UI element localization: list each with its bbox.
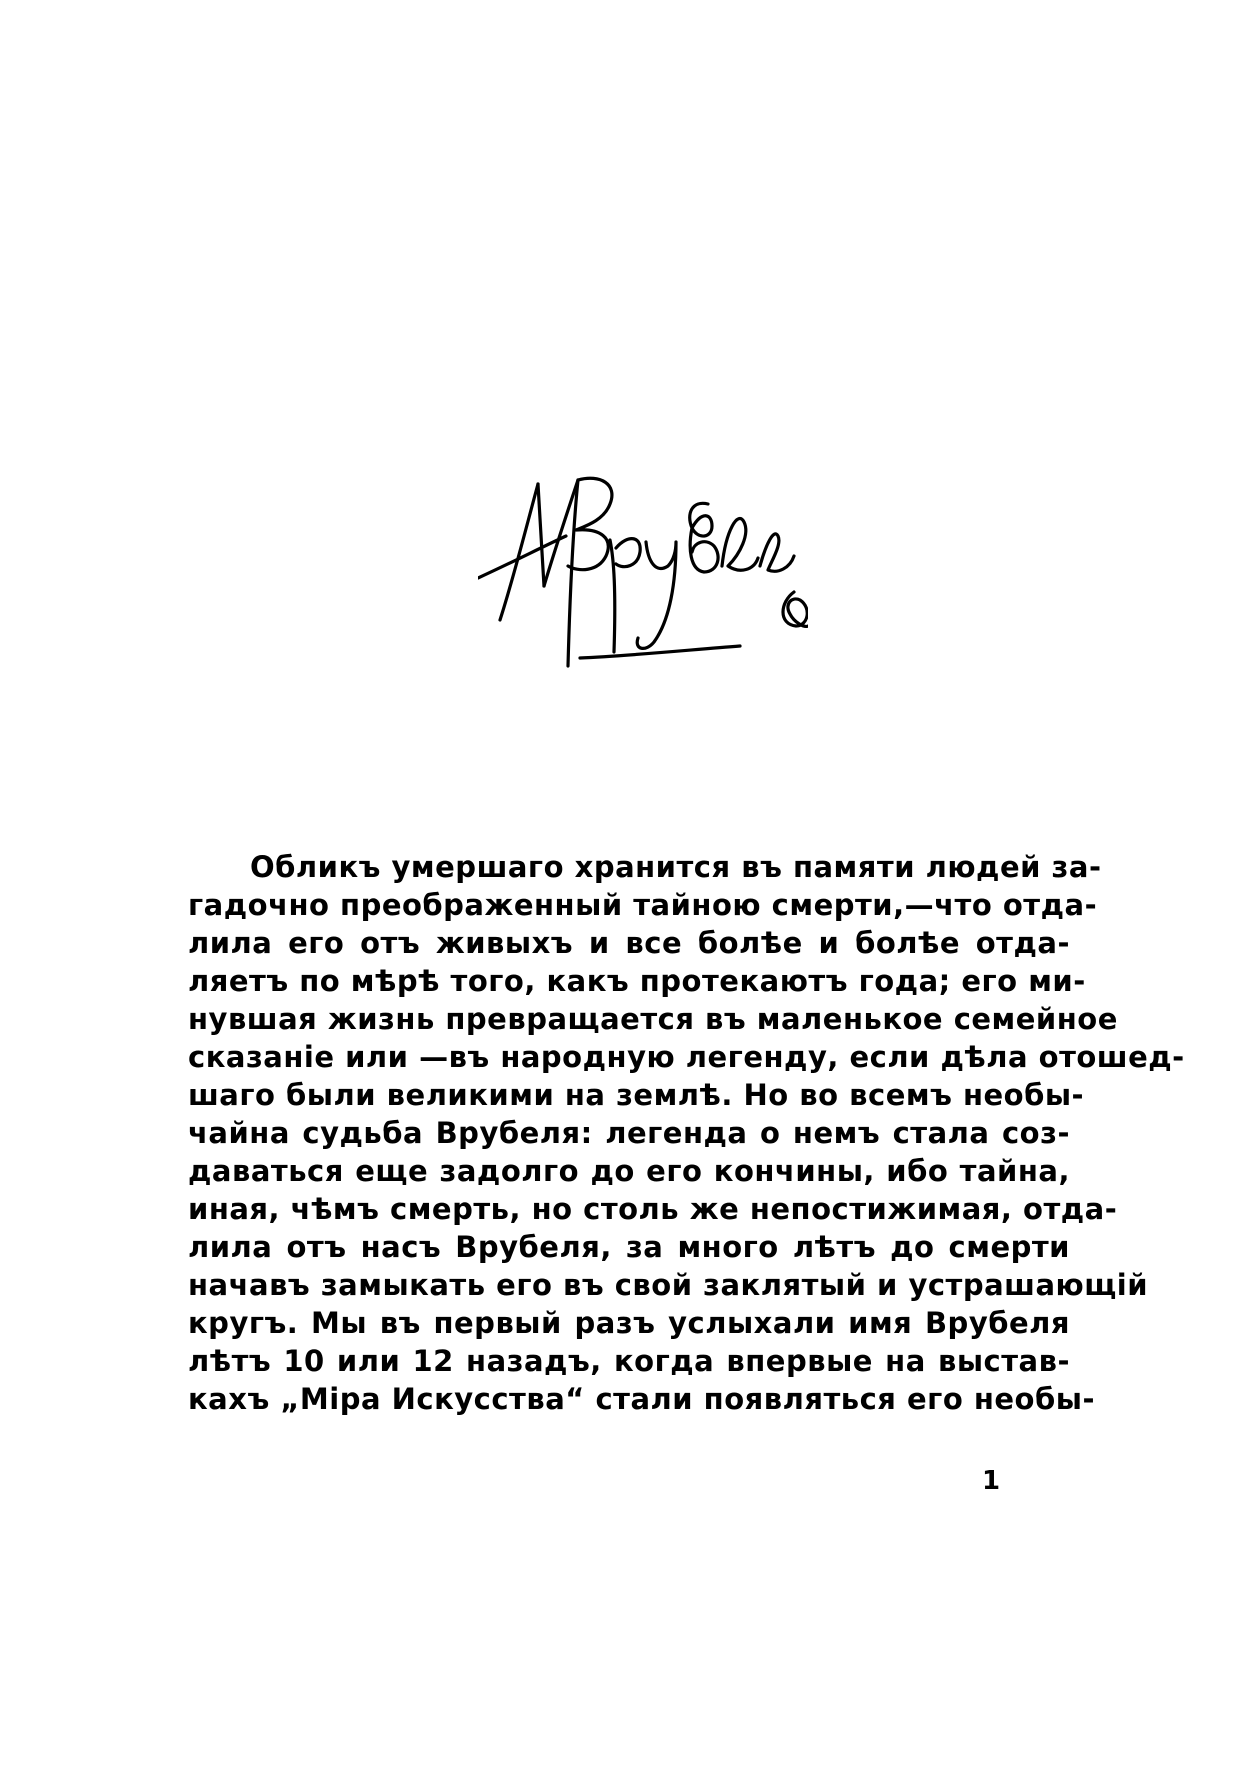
text-line: лѣтъ 10 или 12 назадъ, когда впервые на выстав- [188,1344,1070,1378]
text-line: кругъ. Мы въ первый разъ услыхали имя Врубеля [188,1306,1070,1340]
text-line: кахъ „Міра Искусства“ стали появляться его необы- [188,1382,1095,1416]
text-line: чайна судьба Врубеля: легенда о немъ стала соз- [188,1116,1070,1150]
paragraph [188,848,1185,1418]
text-line: нувшая жизнь превращается въ маленькое семейное [188,1002,1118,1036]
text-line: даваться еще задолго до его кончины, ибо тайна, [188,1154,1070,1188]
text-line: шаго были великими на землѣ. Но во всемъ необы- [188,1078,1085,1112]
signature-image [478,470,808,670]
text-line: гадочно преображенный тайною смерти,—что отда- [188,888,1098,922]
text-line: лила его отъ живыхъ и все болѣе и болѣе отда- [188,926,1070,960]
page-number: 1 [982,1466,1001,1496]
signature-icon [478,470,808,670]
text-line: Обликъ умершаго хранится въ памяти людей за- [250,850,1102,884]
text-line: начавъ замыкать его въ свой заклятый и устрашающій [188,1268,1149,1302]
text-line: сказаніе или —въ народную легенду, если дѣла отошед- [188,1040,1185,1074]
text-line: ляетъ по мѣрѣ того, какъ протекаютъ года; его ми- [188,964,1086,998]
text-line: лила отъ насъ Врубеля, за много лѣтъ до смерти [188,1230,1070,1264]
text-line: иная, чѣмъ смерть, но столь же непостижимая, отда- [188,1192,1118,1226]
